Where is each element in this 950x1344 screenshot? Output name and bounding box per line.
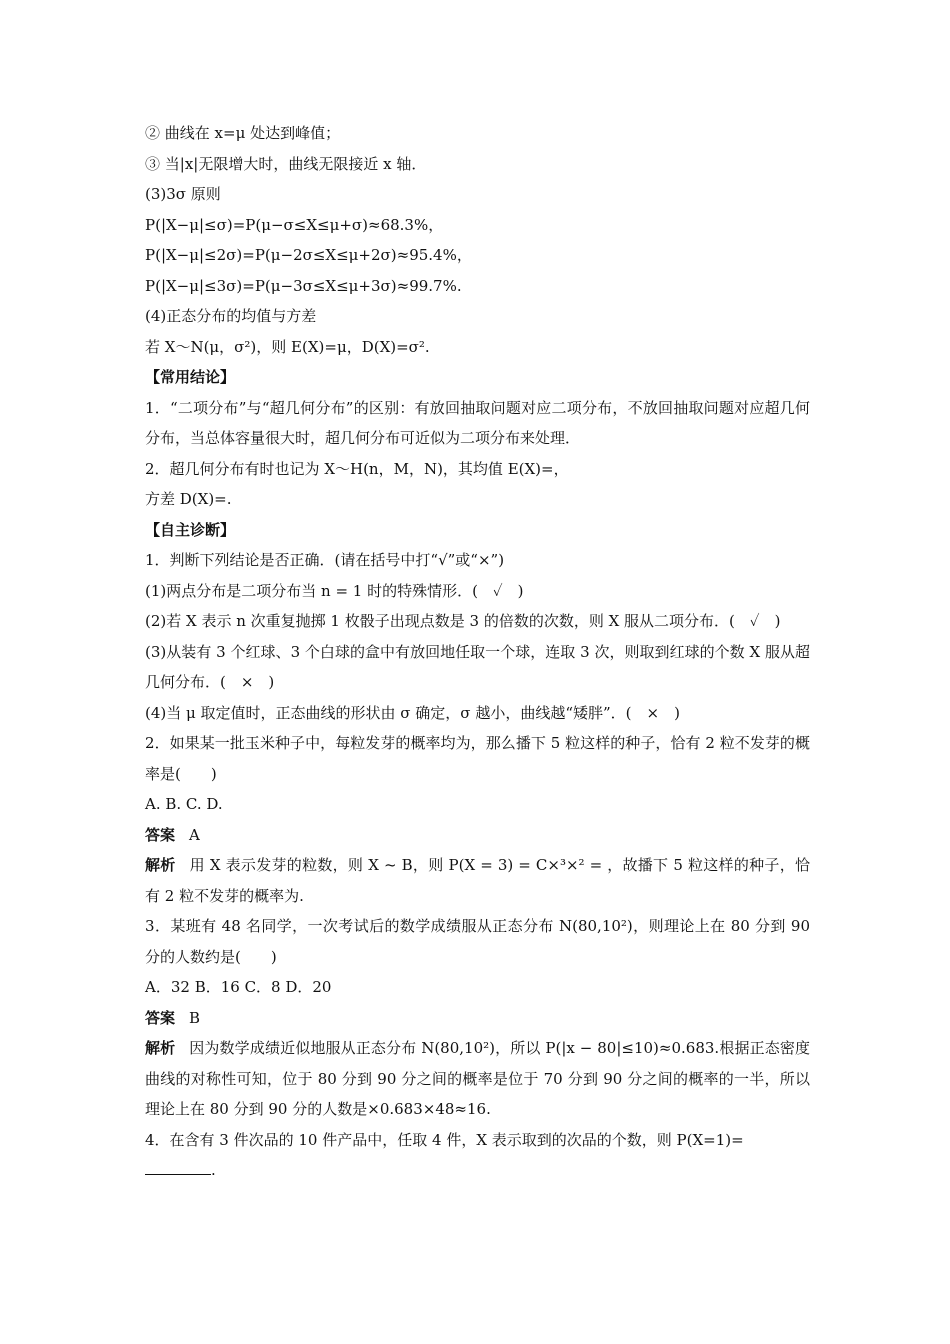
text-line: (3)3σ 原则	[145, 185, 221, 203]
answer-blank	[145, 1158, 211, 1175]
answer-label: 答案	[145, 1008, 176, 1027]
text-line: (1)两点分布是二项分布当 n = 1 时的特殊情形．( ✓ )	[145, 581, 524, 600]
paragraph: 1．“二项分布”与“超几何分布”的区别：有放回抽取问题对应二项分布，不放回抽取问题对应超几何分布，当总体容量很大时，超几何分布可近似为二项分布来处理．	[145, 398, 810, 447]
options-line: A．32 B．16 C．8 D．20	[145, 978, 332, 996]
section-heading: 【自主诊断】	[145, 520, 236, 539]
options-line: A. B. C. D.	[145, 795, 223, 813]
document-page	[145, 118, 810, 1186]
explanation-text: 因为数学成绩近似地服从正态分布 N(80,10²)，所以 P(|x − 80|≤10)≈0.683.根据正态密度曲线的对称性可知，位于 80 分到 90 分之间的概率是位于 70 分到 90 分之间的概率的一半，所以理论上在 80 分到 90 分的人数是×0.683×48≈16.	[145, 1039, 810, 1118]
paragraph: (2)若 X 表示 n 次重复抛掷 1 枚骰子出现点数是 3 的倍数的次数，则 X 服从二项分布．( ✓ )	[145, 612, 781, 630]
formula-line: P(|X−μ|≤3σ)=P(μ−3σ≤X≤μ+3σ)≈99.7%.	[145, 276, 462, 295]
text-line: ③ 当|x|无限增大时，曲线无限接近 x 轴．	[145, 154, 427, 173]
text-line: 方差 D(X)=.	[145, 490, 232, 508]
question: 3．某班有 48 名同学，一次考试后的数学成绩服从正态分布 N(80,10²)，则理论上在 80 分到 90 分的人数约是( )	[145, 917, 810, 966]
text-line: (4)当 μ 取定值时，正态曲线的形状由 σ 确定，σ 越小，曲线越“矮胖”．( × )	[145, 703, 680, 722]
explanation	[145, 1033, 810, 1125]
text-line: (4)正态分布的均值与方差	[145, 307, 317, 325]
question: 2．如果某一批玉米种子中，每粒发芽的概率均为，那么播下 5 粒这样的种子，恰有 2 粒不发芽的概率是( )	[145, 734, 810, 783]
text-line: 2．超几何分布有时也记为 X～H(n，M，N)，其均值 E(X)=，	[145, 459, 569, 478]
formula-line: P(|X−μ|≤σ)=P(μ−σ≤X≤μ+σ)≈68.3%，	[145, 215, 444, 234]
answer-line	[145, 820, 810, 851]
explanation-label: 解析	[145, 856, 176, 874]
section-heading: 【常用结论】	[145, 368, 236, 386]
formula-line: 若 X～N(μ，σ²)，则 E(X)=μ，D(X)=σ².	[145, 337, 430, 356]
question	[145, 1125, 810, 1186]
answer-value: B	[189, 1008, 201, 1027]
explanation-label: 解析	[145, 1039, 176, 1057]
paragraph: (3)从装有 3 个红球、3 个白球的盒中有放回地任取一个球，连取 3 次，则取到红球的个数 X 服从超几何分布．( × )	[145, 642, 810, 691]
question-text: 4．在含有 3 件次品的 10 件产品中，任取 4 件，X 表示取到的次品的个数，则 P(X=1)=	[145, 1130, 744, 1149]
answer-label: 答案	[145, 825, 176, 844]
text-line: 1．判断下列结论是否正确．(请在括号中打“√”或“×”)	[145, 551, 505, 569]
explanation-text: 用 X 表示发芽的粒数，则 X ~ B，则 P(X = 3) = C×³×² = ，故播下 5 粒这样的种子，恰有 2 粒不发芽的概率为.	[145, 856, 810, 905]
answer-line	[145, 1003, 810, 1034]
question-end: .	[211, 1161, 216, 1179]
text-line: ② 曲线在 x=μ 处达到峰值；	[145, 124, 341, 142]
explanation	[145, 850, 810, 911]
formula-line: P(|X−μ|≤2σ)=P(μ−2σ≤X≤μ+2σ)≈95.4%，	[145, 246, 472, 264]
answer-value: A	[189, 825, 200, 844]
